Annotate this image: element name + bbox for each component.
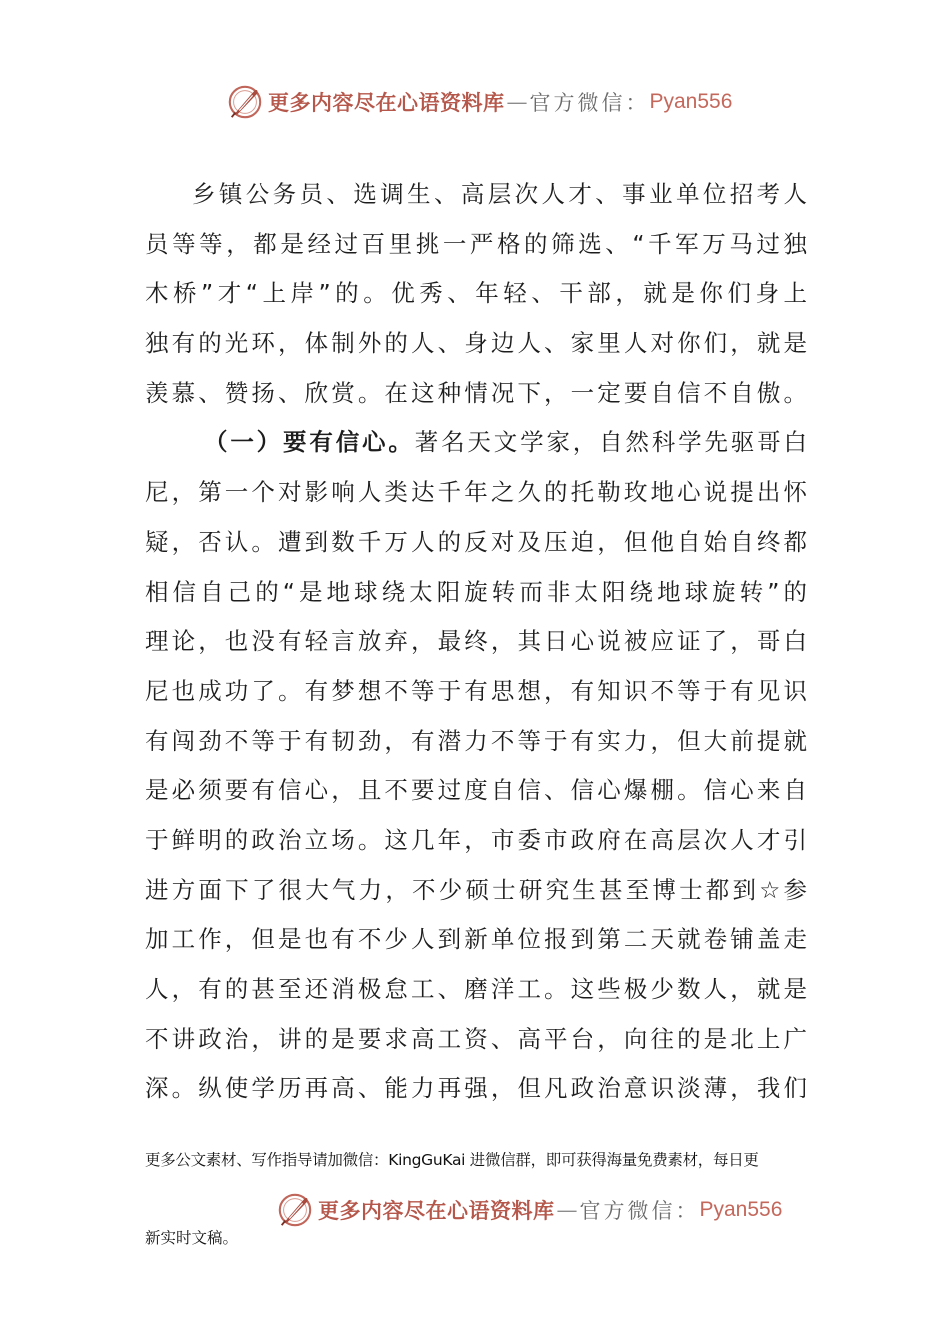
footer-promo-line2: 新实时文稿。 xyxy=(145,1229,239,1247)
text-line: 于鲜明的政治立场。这几年，市委市政府在高层次人才引 xyxy=(145,825,807,854)
header-banner xyxy=(0,80,950,124)
banner-wechat-label: 官方微信： xyxy=(579,1199,700,1223)
text-line: 有闯劲不等于有韧劲，有潜力不等于有实力，但大前提就 xyxy=(145,726,807,755)
section-heading-rest: 著名天文学家，自然科学先驱哥白 xyxy=(414,428,807,457)
document-body xyxy=(145,170,807,1114)
text-line: 羡慕、赞扬、欣赏。在这种情况下，一定要自信不自傲。 xyxy=(145,378,807,407)
banner-site-name: 更多内容尽在心语资料库 xyxy=(268,90,505,115)
text-line: 理论，也没有轻言放弃，最终，其日心说被应证了，哥白 xyxy=(145,627,807,656)
text-line: 人，有的甚至还消极怠工、磨洋工。这些极少数人，就是 xyxy=(145,975,807,1003)
banner-dash: — xyxy=(556,1198,578,1222)
footer-promo-line1: 更多公文素材、写作指导请加微信：KingGuKai 进微信群，即可获得海量免费素材，每日更 xyxy=(145,1151,759,1169)
section-heading-line xyxy=(145,418,807,468)
footer-banner xyxy=(0,1188,950,1232)
banner-wechat-label: 官方微信： xyxy=(529,91,650,115)
text-line: 尼也成功了。有梦想不等于有思想，有知识不等于有见识 xyxy=(145,676,807,705)
text-line: 尼，第一个对影响人类达千年之久的托勒玫地心说提出怀 xyxy=(145,478,807,507)
banner-wechat-id: Pyan556 xyxy=(649,90,733,113)
text-line: 木桥”才“上岸”的。优秀、年轻、干部，就是你们身上 xyxy=(145,279,807,308)
text-line: 疑，否认。遭到数千万人的反对及压迫，但他自始自终都 xyxy=(145,527,807,556)
text-line: 深。纵使学历再高、能力再强，但凡政治意识淡薄，我们 xyxy=(145,1074,807,1103)
text-line: 进方面下了很大气力，不少硕士研究生甚至博士都到☆参 xyxy=(145,875,807,904)
text-line: 独有的光环，体制外的人、身边人、家里人对你们，就是 xyxy=(145,329,807,358)
quill-logo-icon xyxy=(276,1191,314,1229)
section-heading: （一）要有信心。 xyxy=(204,428,415,457)
banner-wechat-id: Pyan556 xyxy=(699,1198,783,1221)
text-line: 乡镇公务员、选调生、高层次人才、事业单位招考人 xyxy=(192,180,807,208)
quill-logo-icon xyxy=(226,83,264,121)
text-line: 不讲政治，讲的是要求高工资、高平台，向往的是北上广 xyxy=(145,1024,807,1053)
text-line: 是必须要有信心，且不要过度自信、信心爆棚。信心来自 xyxy=(145,776,807,805)
banner-site-name: 更多内容尽在心语资料库 xyxy=(318,1198,555,1223)
banner-dash: — xyxy=(506,90,528,114)
text-line: 员等等，都是经过百里挑一严格的筛选、“千军万马过独 xyxy=(145,229,807,258)
text-line: 相信自己的“是地球绕太阳旋转而非太阳绕地球旋转”的 xyxy=(145,577,807,606)
text-line: 加工作，但是也有不少人到新单位报到第二天就卷铺盖走 xyxy=(145,925,807,954)
